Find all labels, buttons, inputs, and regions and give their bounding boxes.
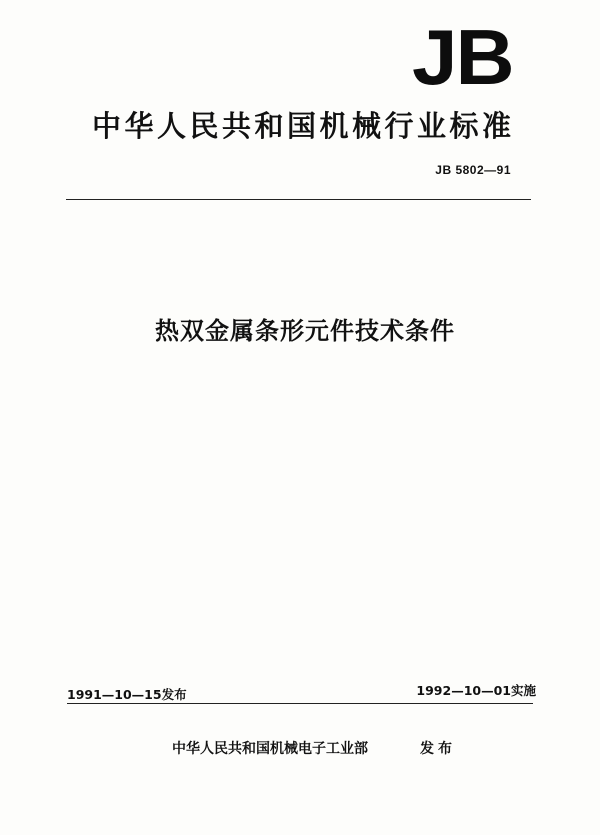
implementation-date: 1992—10—01实施 [416,683,536,698]
standard-category-title: 中华人民共和国机械行业标准 [92,109,515,143]
document-title: 热双金属条形元件技术条件 [155,317,455,345]
jb-logo: JB [412,13,513,101]
header-divider [66,199,531,200]
standard-code: JB 5802—91 [435,163,511,177]
publisher-name: 中华人民共和国机械电子工业部 [172,741,368,757]
issue-date: 1991—10—15发布 [67,687,187,702]
footer-divider [67,703,533,704]
publisher-action: 发布 [420,741,456,757]
